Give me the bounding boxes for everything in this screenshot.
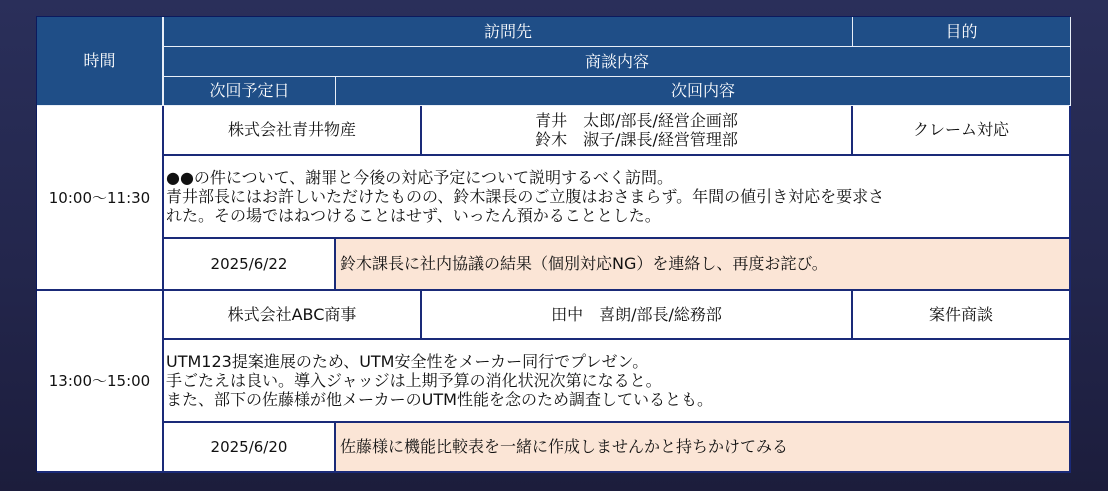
row1-next-date-cell[interactable]: 2025/6/22 xyxy=(164,239,336,291)
header-next-date[interactable]: 次回予定日 xyxy=(164,77,336,106)
header-visit-to[interactable]: 訪問先 xyxy=(164,17,853,47)
row2-persons-cell[interactable] xyxy=(422,291,853,340)
row1-person-1: 青井 太郎/部長/経営企画部 xyxy=(535,110,738,130)
visit-report-table xyxy=(36,16,1070,472)
row2-company-cell[interactable]: 株式会社ABC商事 xyxy=(164,291,422,340)
row1-purpose-cell[interactable]: クレーム対応 xyxy=(853,106,1071,156)
header-next-content[interactable]: 次回内容 xyxy=(336,77,1071,106)
row1-memo-line-2: 青井部長にはお許しいただけたものの、鈴木課長のご立腹はおさまらず。年間の値引き対応を要求さ xyxy=(166,186,885,206)
row2-memo-line-3: また、部下の佐藤様が他メーカーのUTM性能を念のため調査しているとも。 xyxy=(166,390,713,410)
row1-persons-cell[interactable] xyxy=(422,106,853,156)
row2-memo-line-2: 手ごたえは良い。導入ジャッジは上期予算の消化状況次第になると。 xyxy=(166,370,662,390)
row1-next-content-cell[interactable]: 鈴木課長に社内協議の結果（個別対応NG）を連絡し、再度お詫び。 xyxy=(336,239,1071,291)
row2-next-date-cell[interactable]: 2025/6/20 xyxy=(164,423,336,473)
row2-time-cell[interactable]: 13:00～15:00 xyxy=(37,291,164,473)
row2-memo-line-1: UTM123提案進展のため、UTM安全性をメーカー同行でプレゼン。 xyxy=(166,351,649,371)
row2-purpose-cell[interactable]: 案件商談 xyxy=(853,291,1071,340)
row1-person-2: 鈴木 淑子/課長/経営管理部 xyxy=(535,130,738,149)
header-purpose[interactable]: 目的 xyxy=(853,17,1071,47)
header-time[interactable]: 時間 xyxy=(37,17,164,106)
row1-time-cell[interactable]: 10:00～11:30 xyxy=(37,106,164,291)
row2-memo-cell[interactable] xyxy=(164,340,1071,423)
row1-memo-line-3: れた。その場ではねつけることはせず、いったん預かることとした。 xyxy=(166,206,661,226)
header-content[interactable]: 商談内容 xyxy=(164,47,1071,77)
row2-next-content-cell[interactable]: 佐藤様に機能比較表を一緒に作成しませんかと持ちかけてみる xyxy=(336,423,1071,473)
row2-person-1: 田中 喜朗/部長/総務部 xyxy=(551,304,722,324)
row1-company-cell[interactable]: 株式会社青井物産 xyxy=(164,106,422,156)
row1-memo-line-1: ●●の件について、謝罪と今後の対応予定について説明するべく訪問。 xyxy=(166,167,673,187)
row1-memo-cell[interactable] xyxy=(164,156,1071,239)
